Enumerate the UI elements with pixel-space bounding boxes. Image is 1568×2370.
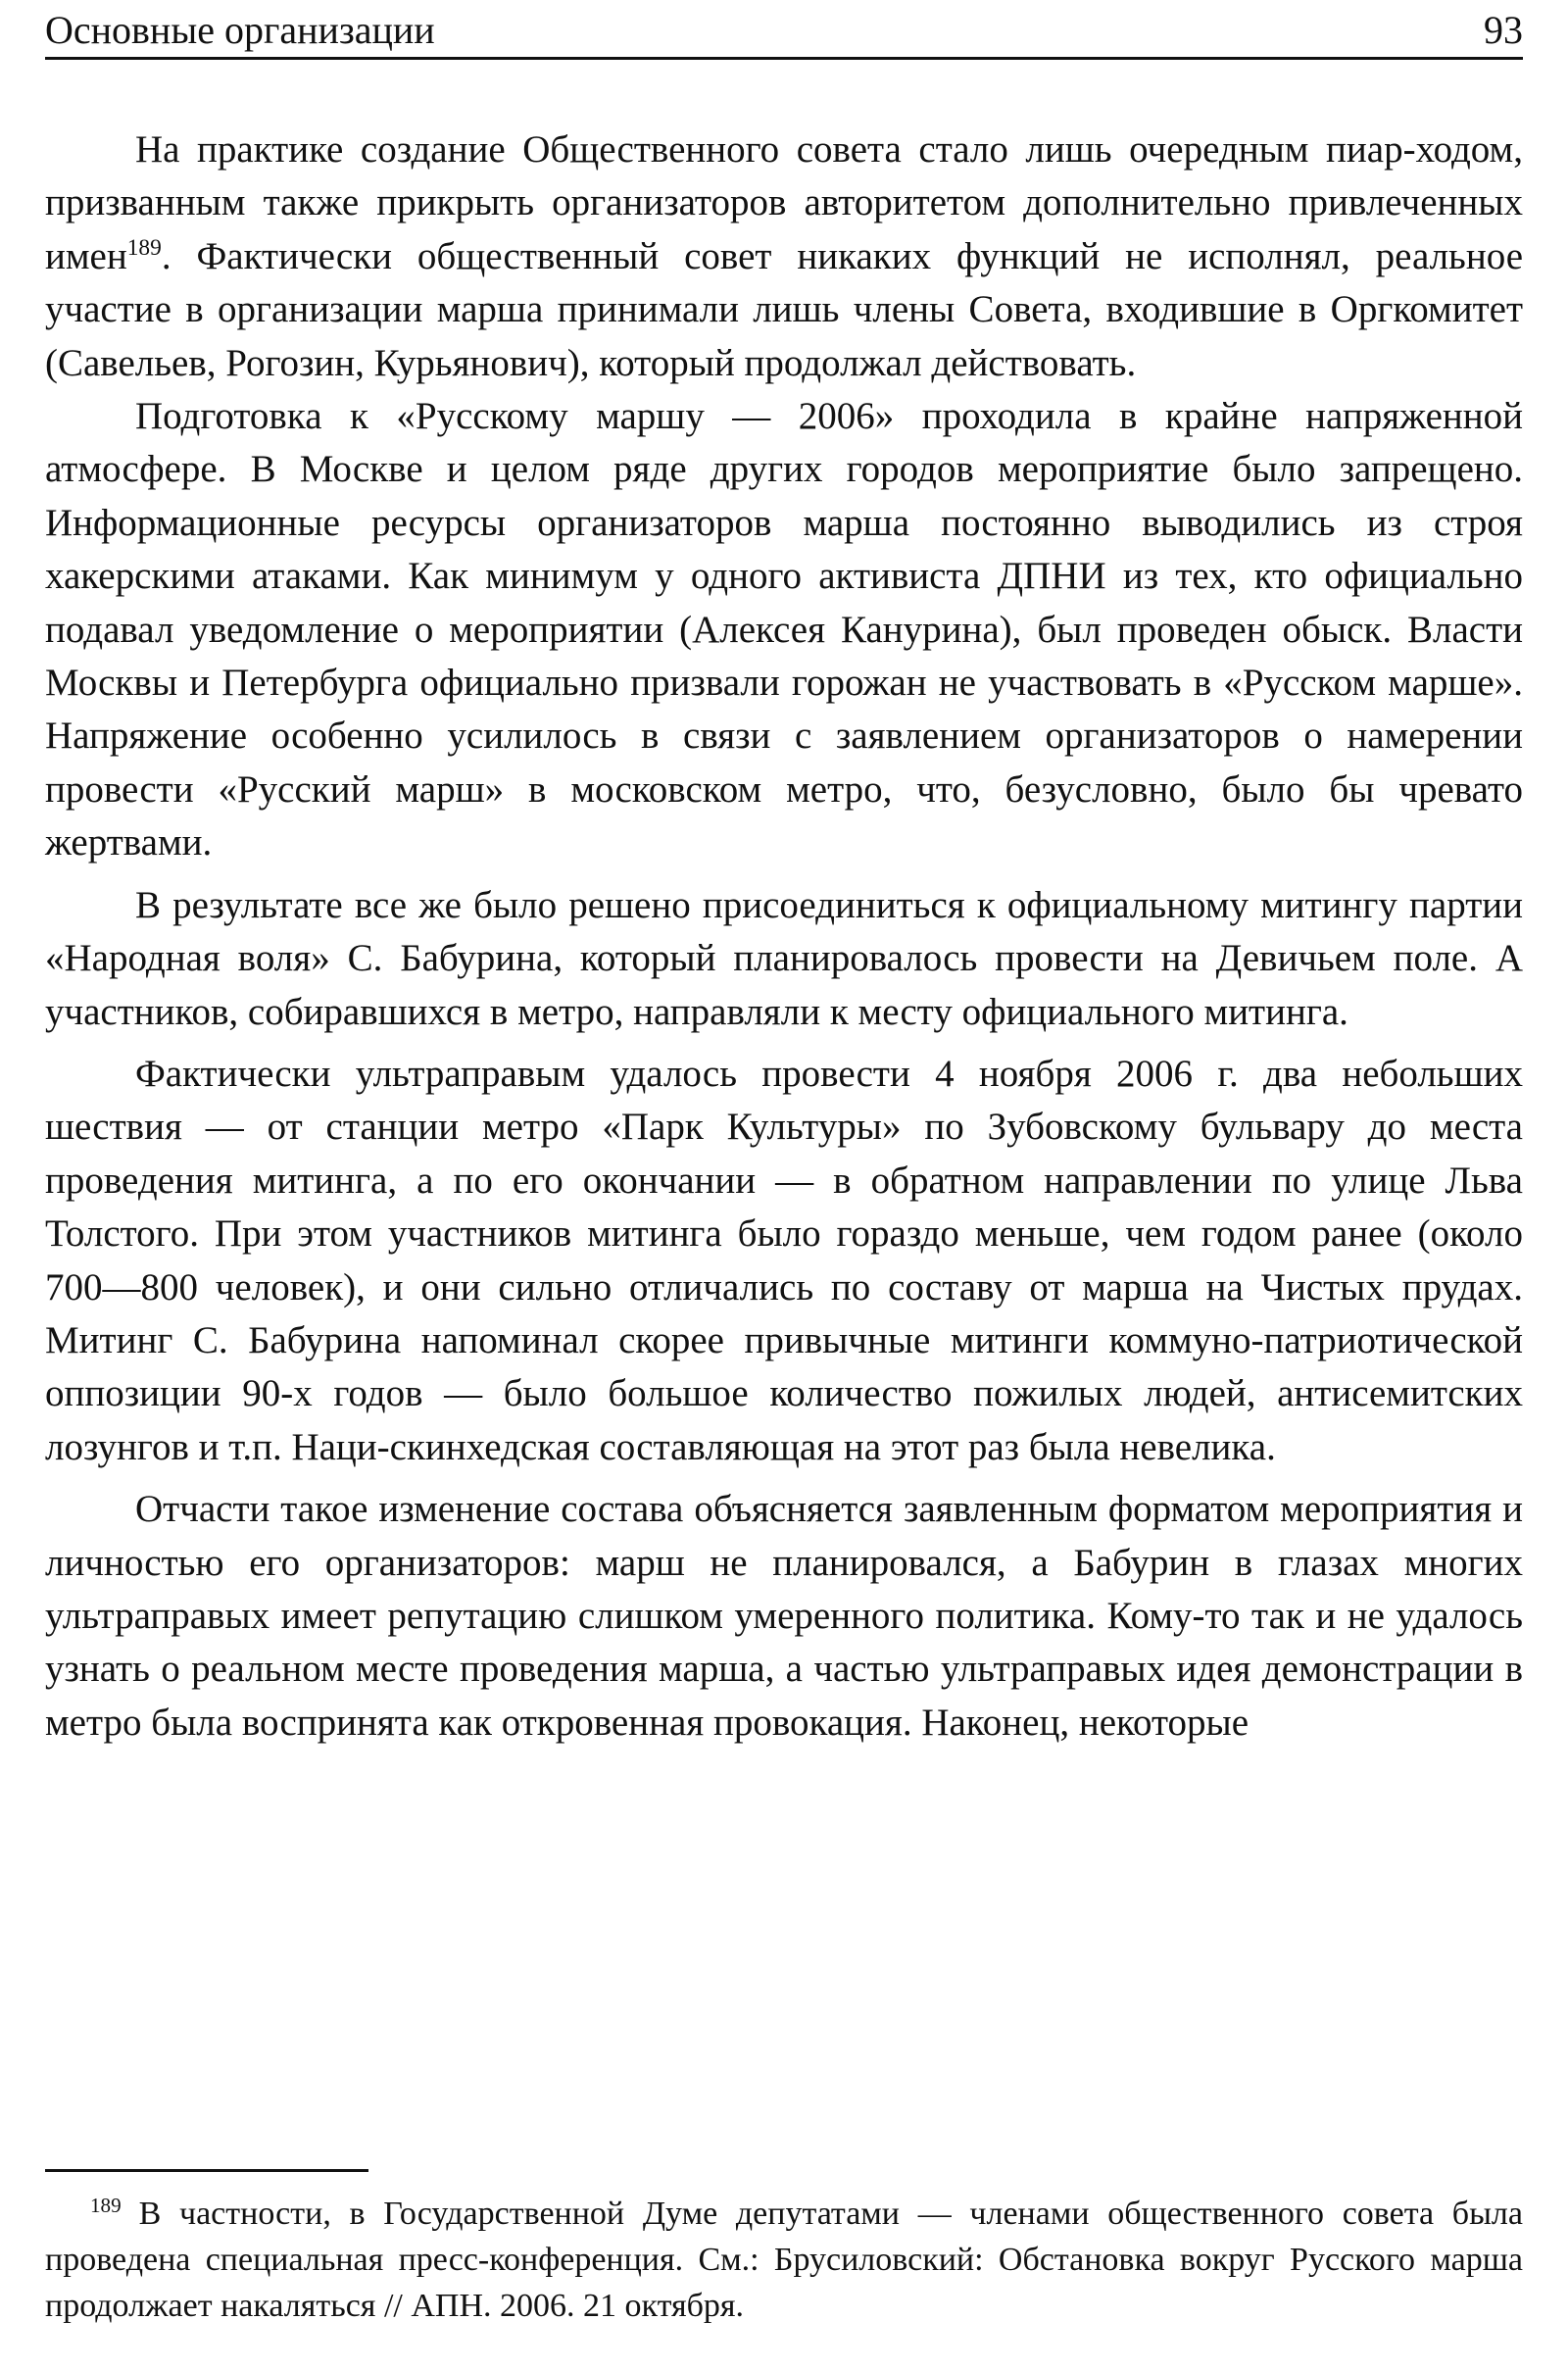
paragraph-1	[45, 123, 1523, 390]
paragraph-4: Фактически ультраправым удалось провести 4 ноября 2006 г. два небольших шествия — от станции метро «Парк Культуры» по Зубовскому бульвару до места проведения митинга, а по его окончании — в обратном направлении по улице Льва Толстого. При этом участников митинга было гораздо меньше, чем годом ранее (около 700—800 человек), и они сильно отличались по составу от марша на Чистых прудах. Митинг С. Бабурина напоминал скорее привычные митинги коммуно-патриотической оппозиции 90-х годов — было большое количество пожилых людей, антисемитских лозунгов и т.п. Наци-скинхедская составляющая на этот раз была невелика.	[45, 1052, 1523, 1468]
chapter-title: Основные организации	[45, 8, 435, 52]
paragraph-3: В результате все же было решено присоединиться к официальному митингу партии «Народная воля» С. Бабурина, который планировалось провести на Девичьем поле. А участников, собиравшихся в метро, направляли к месту официального митинга.	[45, 883, 1523, 1033]
running-head	[45, 4, 1523, 60]
footnote-number: 189	[90, 2193, 122, 2217]
paragraph-1-text-after-note: . Фактически общественный совет никаких функций не исполнял, реальное участие в организации марша принимали лишь члены Совета, входившие в Оргкомитет (Савельев, Рогозин, Курьянович), который продолжал действовать.	[45, 234, 1523, 384]
paragraph-1-text-before-note: На практике создание Общественного совета стало лишь очередным пиар-ходом, призванным также прикрыть организаторов авторитетом дополнительно привлеченных имен	[45, 128, 1523, 277]
paragraph-5: Отчасти такое изменение состава объясняется заявленным форматом мероприятия и личностью его организаторов: марш не планировался, а Бабурин в глазах многих ультраправых имеет репутацию слишком умеренного политика. Кому-то так и не удалось узнать о реальном месте проведения марша, а частью ультраправых идея демонстрации в метро была воспринята как откровенная провокация. Наконец, некоторые	[45, 1488, 1523, 1744]
paragraph-2: Подготовка к «Русскому маршу — 2006» проходила в крайне напряженной атмосфере. В Москве и целом ряде других городов мероприятие было запрещено. Информационные ресурсы организаторов марша постоянно выводились из строя хакерскими атаками. Как минимум у одного активиста ДПНИ из тех, кто официально подавал уведомление о мероприятии (Алексея Канурина), был проведен обыск. Власти Москвы и Петербурга официально призвали горожан не участвовать в «Русском марше». Напряжение особенно усилилось в связи с заявлением организаторов о намерении провести «Русский марш» в московском метро, что, безусловно, было бы чревато жертвами.	[45, 395, 1523, 864]
footnote-separator	[45, 2169, 368, 2172]
footnote-189	[45, 2191, 1523, 2329]
footnote-reference: 189	[126, 234, 162, 261]
footnotes	[45, 2191, 1523, 2329]
footnote-text: В частности, в Государственной Думе депутатами — членами общественного совета была проведена специальная пресс-конференция. См.: Брусиловский: Обстановка вокруг Русского марша продолжает накаляться // АПН. 2006. 21 октября.	[45, 2196, 1523, 2324]
page-number: 93	[1484, 8, 1523, 52]
book-page	[45, 0, 1523, 2370]
body-text	[45, 123, 1523, 1750]
